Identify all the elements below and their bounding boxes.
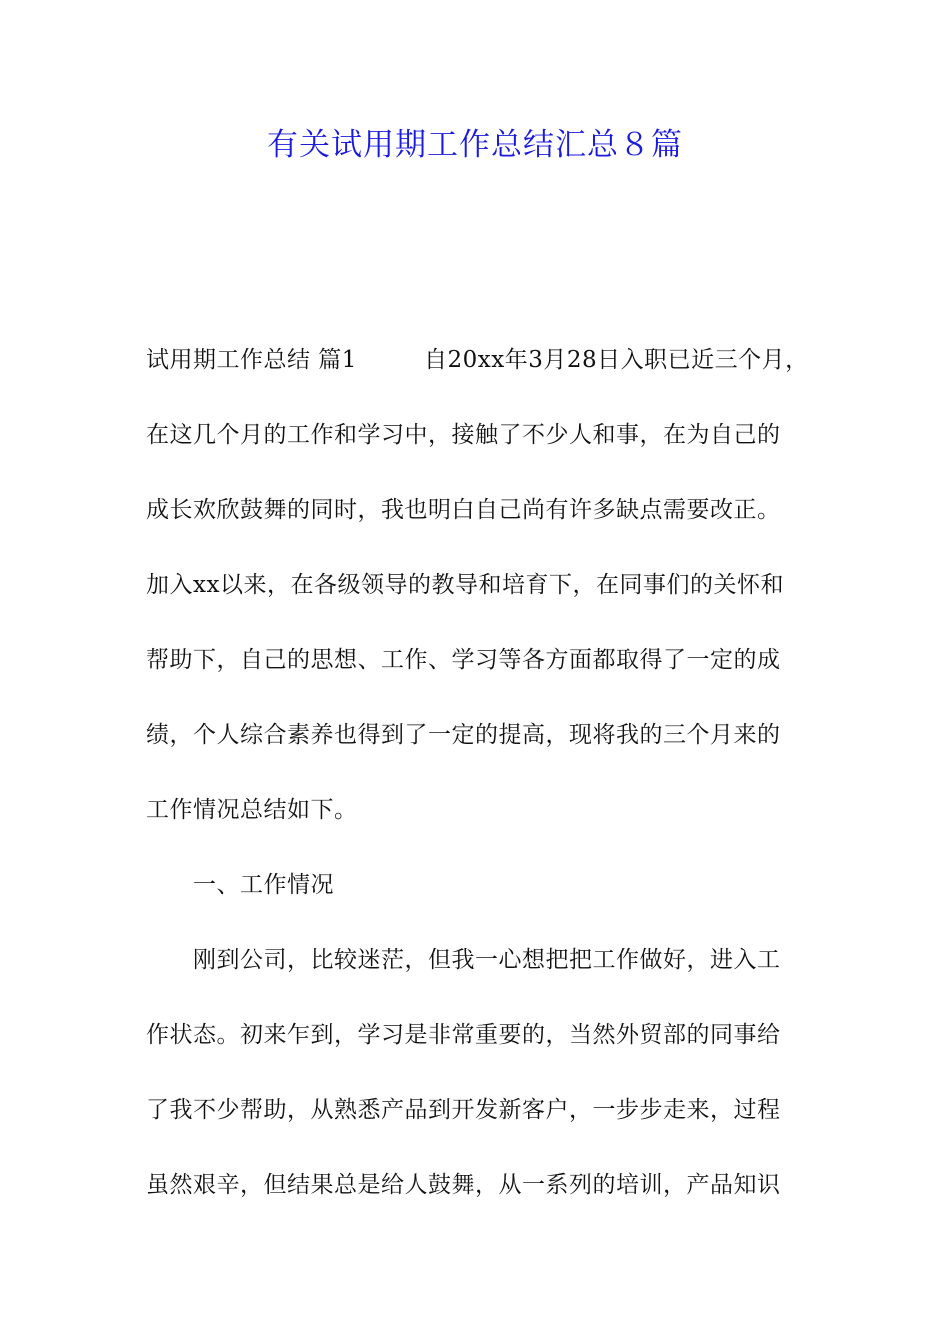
paragraph-line: 虽然艰辛，但结果总是给人鼓舞，从一系列的培训，产品知识 xyxy=(146,1172,781,1198)
subsection-heading: 一、工作情况 xyxy=(193,872,334,898)
section-heading: 试用期工作总结 篇1 xyxy=(146,347,357,373)
paragraph-line: 绩，个人综合素养也得到了一定的提高，现将我的三个月来的 xyxy=(146,722,781,748)
paragraph-line: 了我不少帮助，从熟悉产品到开发新客户，一步步走来，过程 xyxy=(146,1097,781,1123)
paragraph-line: 工作情况总结如下。 xyxy=(146,797,358,823)
paragraph-line: 帮助下，自己的思想、工作、学习等各方面都取得了一定的成 xyxy=(146,647,781,673)
paragraph-line: 作状态。初来乍到，学习是非常重要的，当然外贸部的同事给 xyxy=(146,1022,781,1048)
paragraph-line: 加入xx以来，在各级领导的教导和培育下，在同事们的关怀和 xyxy=(146,572,784,598)
paragraph-line: 成长欢欣鼓舞的同时，我也明白自己尚有许多缺点需要改正。 xyxy=(146,497,781,523)
paragraph-line: 自20xx年3月28日入职已近三个月， xyxy=(424,347,809,373)
paragraph-line: 刚到公司，比较迷茫，但我一心想把把工作做好，进入工 xyxy=(193,947,781,973)
paragraph-line: 在这几个月的工作和学习中，接触了不少人和事，在为自己的 xyxy=(146,422,781,448)
document-title: 有关试用期工作总结汇总８篇 xyxy=(267,127,683,163)
